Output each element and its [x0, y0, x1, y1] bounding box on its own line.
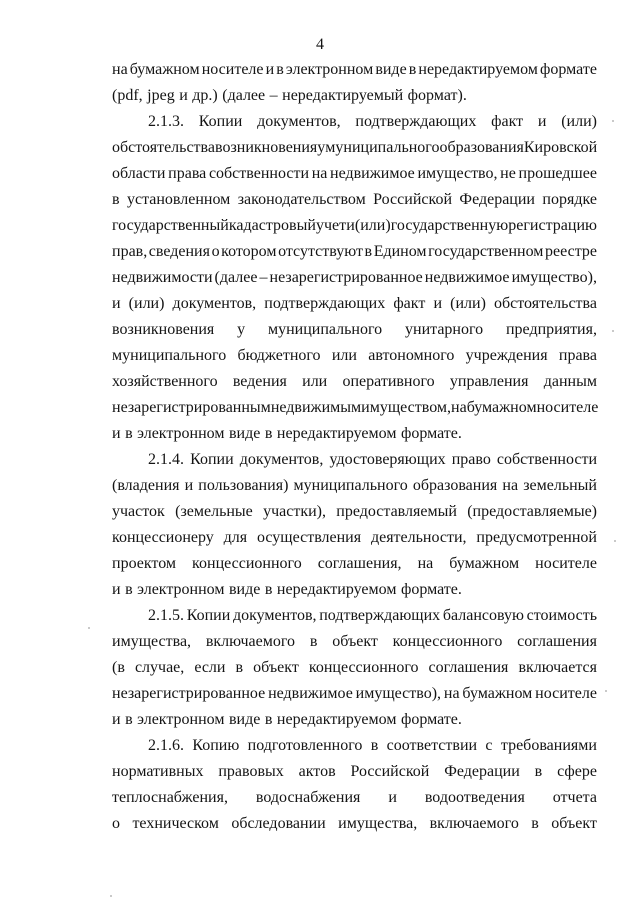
word: образования [439, 139, 524, 156]
text-line [112, 421, 597, 447]
scan-speck [612, 330, 614, 332]
word: учет [316, 217, 347, 234]
word: в [125, 581, 133, 598]
word: и [184, 477, 194, 494]
word: нередактируемый [282, 87, 404, 104]
word: в [534, 763, 543, 780]
word: обследовании [231, 815, 326, 832]
word: электронном [137, 581, 225, 598]
scan-speck [605, 690, 607, 692]
word: сведения [148, 243, 210, 260]
word: факт [393, 295, 426, 312]
word: регистрацию [508, 217, 597, 234]
text-line [112, 655, 597, 681]
word: объект [551, 815, 597, 832]
text-line [112, 811, 597, 837]
word: участок [112, 503, 165, 520]
word: виде [228, 425, 261, 442]
word: области [112, 165, 166, 182]
word: незарегистрированным [112, 399, 271, 416]
word: носителе [535, 555, 597, 572]
word: государственном [428, 243, 544, 260]
word: (или) [450, 295, 486, 312]
word: бюджетного [237, 347, 321, 364]
word: имущества, [112, 633, 192, 650]
word: бумажном [466, 399, 537, 416]
word: для [223, 529, 248, 546]
text-line [112, 681, 597, 707]
word: порядке [542, 191, 597, 208]
word: (или) [354, 217, 391, 234]
text-line [112, 603, 597, 629]
text-line [112, 551, 597, 577]
word: Копии [198, 113, 243, 130]
word: недвижимое [330, 165, 415, 182]
word: соглашения [428, 659, 509, 676]
scan-speck [110, 895, 112, 897]
word: государственный [112, 217, 229, 234]
text-line [112, 343, 597, 369]
word: правовых [218, 763, 284, 780]
word: документов, [239, 451, 324, 468]
word: бумажном [449, 555, 520, 572]
word: Российской [350, 763, 430, 780]
word: включается [518, 659, 597, 676]
word: незарегистрированное [112, 685, 266, 702]
word: в [264, 711, 273, 728]
word: унитарного [405, 321, 484, 338]
word: и [265, 61, 275, 78]
word: (pdf, [112, 87, 143, 104]
word: водоснабжения [255, 789, 361, 806]
text-line [112, 629, 597, 655]
text-line [112, 785, 597, 811]
text-line [112, 57, 597, 83]
word: Российской [373, 191, 453, 208]
word: хозяйственного [112, 373, 218, 390]
word: концессионного [392, 633, 503, 650]
word: техническом [132, 815, 219, 832]
word: (или) [561, 113, 597, 130]
word: Федерации [444, 763, 520, 780]
word: электронном [285, 61, 374, 78]
word: формате. [400, 581, 462, 598]
word: носителе [535, 685, 597, 702]
word: котором [221, 243, 277, 260]
word: актов [298, 763, 336, 780]
word: права [558, 347, 597, 364]
word: электронном [137, 711, 225, 728]
word: Копии [186, 607, 231, 624]
word: в [364, 243, 373, 260]
text-line [112, 135, 597, 161]
word: ведения [232, 373, 287, 390]
word: имущество), [511, 269, 597, 286]
word: требованиями [500, 737, 597, 754]
word: – [259, 269, 268, 286]
word: нередактируемом [276, 581, 397, 598]
word: законодательством [237, 191, 366, 208]
word: муниципального [112, 347, 227, 364]
word: носителе [201, 61, 264, 78]
word: если [194, 659, 226, 676]
word: данным [543, 373, 597, 390]
word: на [311, 165, 328, 182]
text-line [112, 577, 597, 603]
text-line [112, 707, 597, 733]
word: формате. [400, 711, 462, 728]
word: (далее [222, 87, 266, 104]
word: на [112, 61, 128, 78]
word: у [317, 139, 326, 156]
text-line [112, 109, 597, 135]
word: бумажном [129, 61, 200, 78]
word: о [211, 243, 220, 260]
word: носителе [536, 399, 599, 416]
text-line [112, 317, 597, 343]
word: стоимость [526, 607, 597, 624]
word: (или) [128, 295, 165, 312]
word: случае, [134, 659, 185, 676]
word: подтверждающих [319, 607, 441, 624]
document-body [112, 57, 597, 837]
word: муниципального [293, 477, 408, 494]
word: в [531, 815, 539, 832]
word: формате. [400, 425, 462, 442]
text-line [112, 213, 597, 239]
word: отсутствуют [278, 243, 363, 260]
word: недвижимости [112, 269, 213, 286]
word: имущество), [355, 685, 442, 702]
scan-speck [88, 627, 90, 629]
text-line [112, 83, 597, 109]
word: или [331, 347, 357, 364]
word: в [112, 191, 120, 208]
word: проектом [112, 555, 177, 572]
word: 2.1.5. [148, 607, 184, 624]
word: (далее [214, 269, 258, 286]
word: муниципального [267, 321, 383, 338]
word: в [276, 61, 284, 78]
word: Копию [192, 737, 240, 754]
word: др.) [192, 87, 218, 104]
word: имущества, [338, 815, 418, 832]
word: имуществом, [361, 399, 452, 416]
word: земельный [523, 477, 597, 494]
text-line [112, 291, 597, 317]
word: на [502, 477, 519, 494]
word: на [417, 555, 434, 572]
word: подготовленного [247, 737, 363, 754]
scan-speck [614, 540, 616, 542]
word: возникновения [112, 321, 215, 338]
word: Копии [190, 451, 234, 468]
word: пользования) [198, 477, 289, 494]
word: в [235, 659, 244, 676]
word: муниципального [325, 139, 440, 156]
word: формат). [407, 87, 467, 104]
word: в [125, 425, 133, 442]
word: документов, [172, 295, 257, 312]
word: предусмотренной [476, 529, 597, 546]
word: осуществления [256, 529, 362, 546]
text-line [112, 369, 597, 395]
word: предоставляемый [336, 503, 457, 520]
word: (в [112, 659, 125, 676]
text-line [112, 395, 597, 421]
word: в [125, 711, 133, 728]
word: и [112, 425, 121, 442]
word: удостоверяющих [329, 451, 446, 468]
word: с [485, 737, 493, 754]
word: (владения [112, 477, 180, 494]
word: не [500, 165, 516, 182]
word: Кировской [523, 139, 598, 156]
word: управления [449, 373, 529, 390]
text-line [112, 447, 597, 473]
word: собственности [496, 451, 597, 468]
word: концессионного [308, 659, 419, 676]
word: бумажном [462, 685, 533, 702]
word: возникновения [215, 139, 318, 156]
word: – [269, 87, 278, 104]
word: водоотведения [424, 789, 525, 806]
text-line [112, 759, 597, 785]
word: подтверждающих [264, 295, 386, 312]
word: имущество, [417, 165, 498, 182]
word: обстоятельства [112, 139, 215, 156]
word: документов, [232, 607, 317, 624]
word: (земельные [175, 503, 253, 520]
word: оперативного [342, 373, 435, 390]
word: нормативных [112, 763, 204, 780]
word: прошедшее [518, 165, 597, 182]
word: прав, [112, 243, 148, 260]
word: подтверждающих [355, 113, 477, 130]
word: включаемого [205, 633, 296, 650]
word: виде [228, 581, 261, 598]
word: балансовую [442, 607, 524, 624]
word: нередактируемом [418, 61, 538, 78]
word: предприятия, [505, 321, 597, 338]
word: или [302, 373, 328, 390]
word: и [537, 113, 547, 130]
word: недвижимое [268, 685, 353, 702]
word: и [112, 711, 121, 728]
word: и [112, 295, 121, 312]
word: 2.1.3. [148, 113, 184, 130]
word: права [168, 165, 207, 182]
word: объект [332, 633, 378, 650]
word: 2.1.6. [148, 737, 184, 754]
word: концессионного [192, 555, 302, 572]
text-line [112, 239, 597, 265]
word: на [451, 399, 467, 416]
word: на [443, 685, 460, 702]
text-line [112, 733, 597, 759]
word: соответствии [386, 737, 478, 754]
word: государственную [390, 217, 509, 234]
word: и [388, 789, 397, 806]
word: сфере [557, 763, 597, 780]
text-line [112, 499, 597, 525]
word: деятельности, [370, 529, 467, 546]
word: факт [491, 113, 524, 130]
scan-speck [612, 120, 614, 122]
word: соглашения, [317, 555, 402, 572]
word: электронном [137, 425, 225, 442]
text-line [112, 265, 597, 291]
word: (предоставляемые) [467, 503, 597, 520]
word: в [408, 61, 417, 78]
word: теплоснабжения, [112, 789, 228, 806]
word: формате [540, 61, 597, 78]
word: в [264, 581, 273, 598]
word: у [237, 321, 246, 338]
text-line [112, 525, 597, 551]
word: о [112, 815, 120, 832]
text-line [112, 161, 597, 187]
word: недвижимым [270, 399, 362, 416]
word: автономного [368, 347, 455, 364]
word: соглашения [517, 633, 597, 650]
word: в [309, 633, 318, 650]
text-line [112, 187, 597, 213]
word: и [179, 87, 188, 104]
word: образования [412, 477, 498, 494]
word: виде [228, 711, 261, 728]
word: отчета [552, 789, 597, 806]
word: и [433, 295, 443, 312]
word: Федерации [459, 191, 535, 208]
word: недвижимое [424, 269, 510, 286]
word: в [370, 737, 379, 754]
word: участки), [263, 503, 326, 520]
word: установленном [126, 191, 231, 208]
word: и [346, 217, 355, 234]
page-number: 4 [316, 36, 324, 53]
word: Едином [373, 243, 427, 260]
word: реестре [545, 243, 597, 260]
word: объект [253, 659, 299, 676]
word: нередактируемом [276, 711, 397, 728]
word: незарегистрированное [269, 269, 423, 286]
word: jpeg [147, 87, 175, 104]
word: обстоятельства [494, 295, 597, 312]
word: виде [375, 61, 407, 78]
word: в [264, 425, 273, 442]
word: нередактируемом [276, 425, 397, 442]
word: право [451, 451, 491, 468]
word: концессионеру [112, 529, 214, 546]
word: собственности [208, 165, 310, 182]
word: учреждения [465, 347, 548, 364]
word: и [112, 581, 121, 598]
word: кадастровый [228, 217, 316, 234]
word: 2.1.4. [148, 451, 184, 468]
word: документов, [257, 113, 341, 130]
word: включаемого [429, 815, 519, 832]
text-line [112, 473, 597, 499]
